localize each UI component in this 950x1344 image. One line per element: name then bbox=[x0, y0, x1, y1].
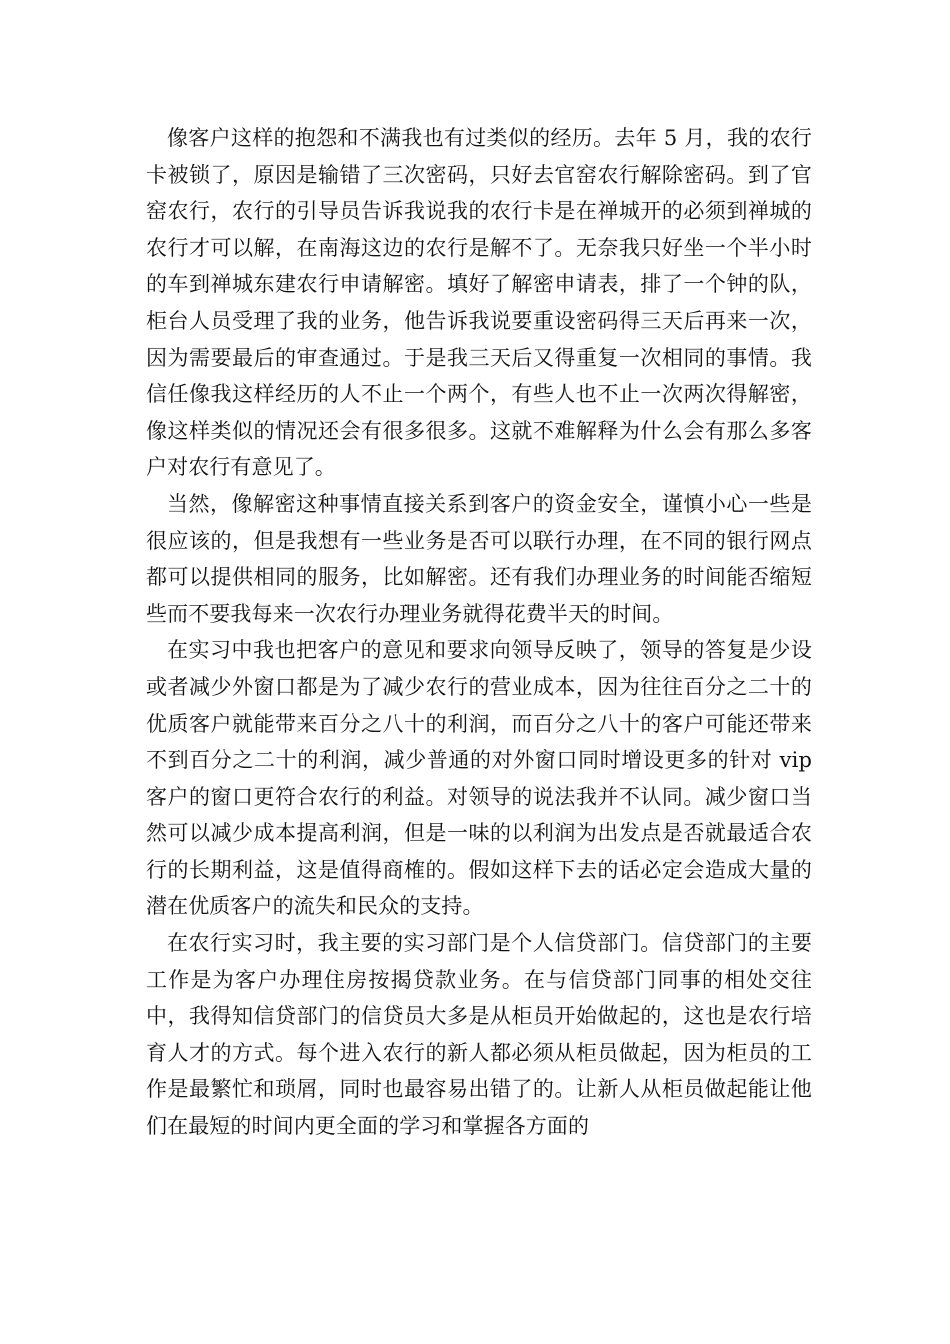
paragraph: 在农行实习时，我主要的实习部门是个人信贷部门。信贷部门的主要工作是为客户办理住房按揭贷款业务。在与信贷部门同事的相处交往中，我得知信贷部门的信贷员大多是从柜员开始做起的，这也是农行培育人才的方式。每个进入农行的新人都必须从柜员做起，因为柜员的工作是最繁忙和琐屑，同时也最容易出错了的。让新人从柜员做起能让他们在最短的时间内更全面的学习和掌握各方面的 bbox=[146, 931, 812, 1139]
document-body bbox=[146, 120, 812, 1145]
paragraph: 当然，像解密这种事情直接关系到客户的资金安全，谨慎小心一些是很应该的，但是我想有一些业务是否可以联行办理，在不同的银行网点都可以提供相同的服务，比如解密。还有我们办理业务的时间能否缩短些而不要我每来一次农行办理业务就得花费半天的时间。 bbox=[146, 491, 812, 626]
paragraph: 像客户这样的抱怨和不满我也有过类似的经历。去年 5 月，我的农行卡被锁了，原因是输错了三次密码，只好去官窑农行解除密码。到了官窑农行，农行的引导员告诉我说我的农行卡是在禅城开的必须到禅城的农行才可以解，在南海这边的农行是解不了。无奈我只好坐一个半小时的车到禅城东建农行申请解密。填好了解密申请表，排了一个钟的队，柜台人员受理了我的业务，他告诉我说要重设密码得三天后再来一次，因为需要最后的审查通过。于是我三天后又得重复一次相同的事情。我信任像我这样经历的人不止一个两个，有些人也不止一次两次得解密，像这样类似的情况还会有很多很多。这就不难解释为什么会有那么多客户对农行有意见了。 bbox=[146, 126, 812, 480]
paragraph: 在实习中我也把客户的意见和要求向领导反映了，领导的答复是少设或者减少外窗口都是为了减少农行的营业成本，因为往往百分之二十的优质客户就能带来百分之八十的利润，而百分之八十的客户可能还带来不到百分之二十的利润，减少普通的对外窗口同时增设更多的针对 vip 客户的窗口更符合农行的利益。对领导的说法我并不认同。减少窗口当然可以减少成本提高利润，但是一味的以利润为出发点是否就最适合农行的长期利益，这是值得商榷的。假如这样下去的话必定会造成大量的潜在优质客户的流失和民众的支持。 bbox=[146, 638, 812, 919]
